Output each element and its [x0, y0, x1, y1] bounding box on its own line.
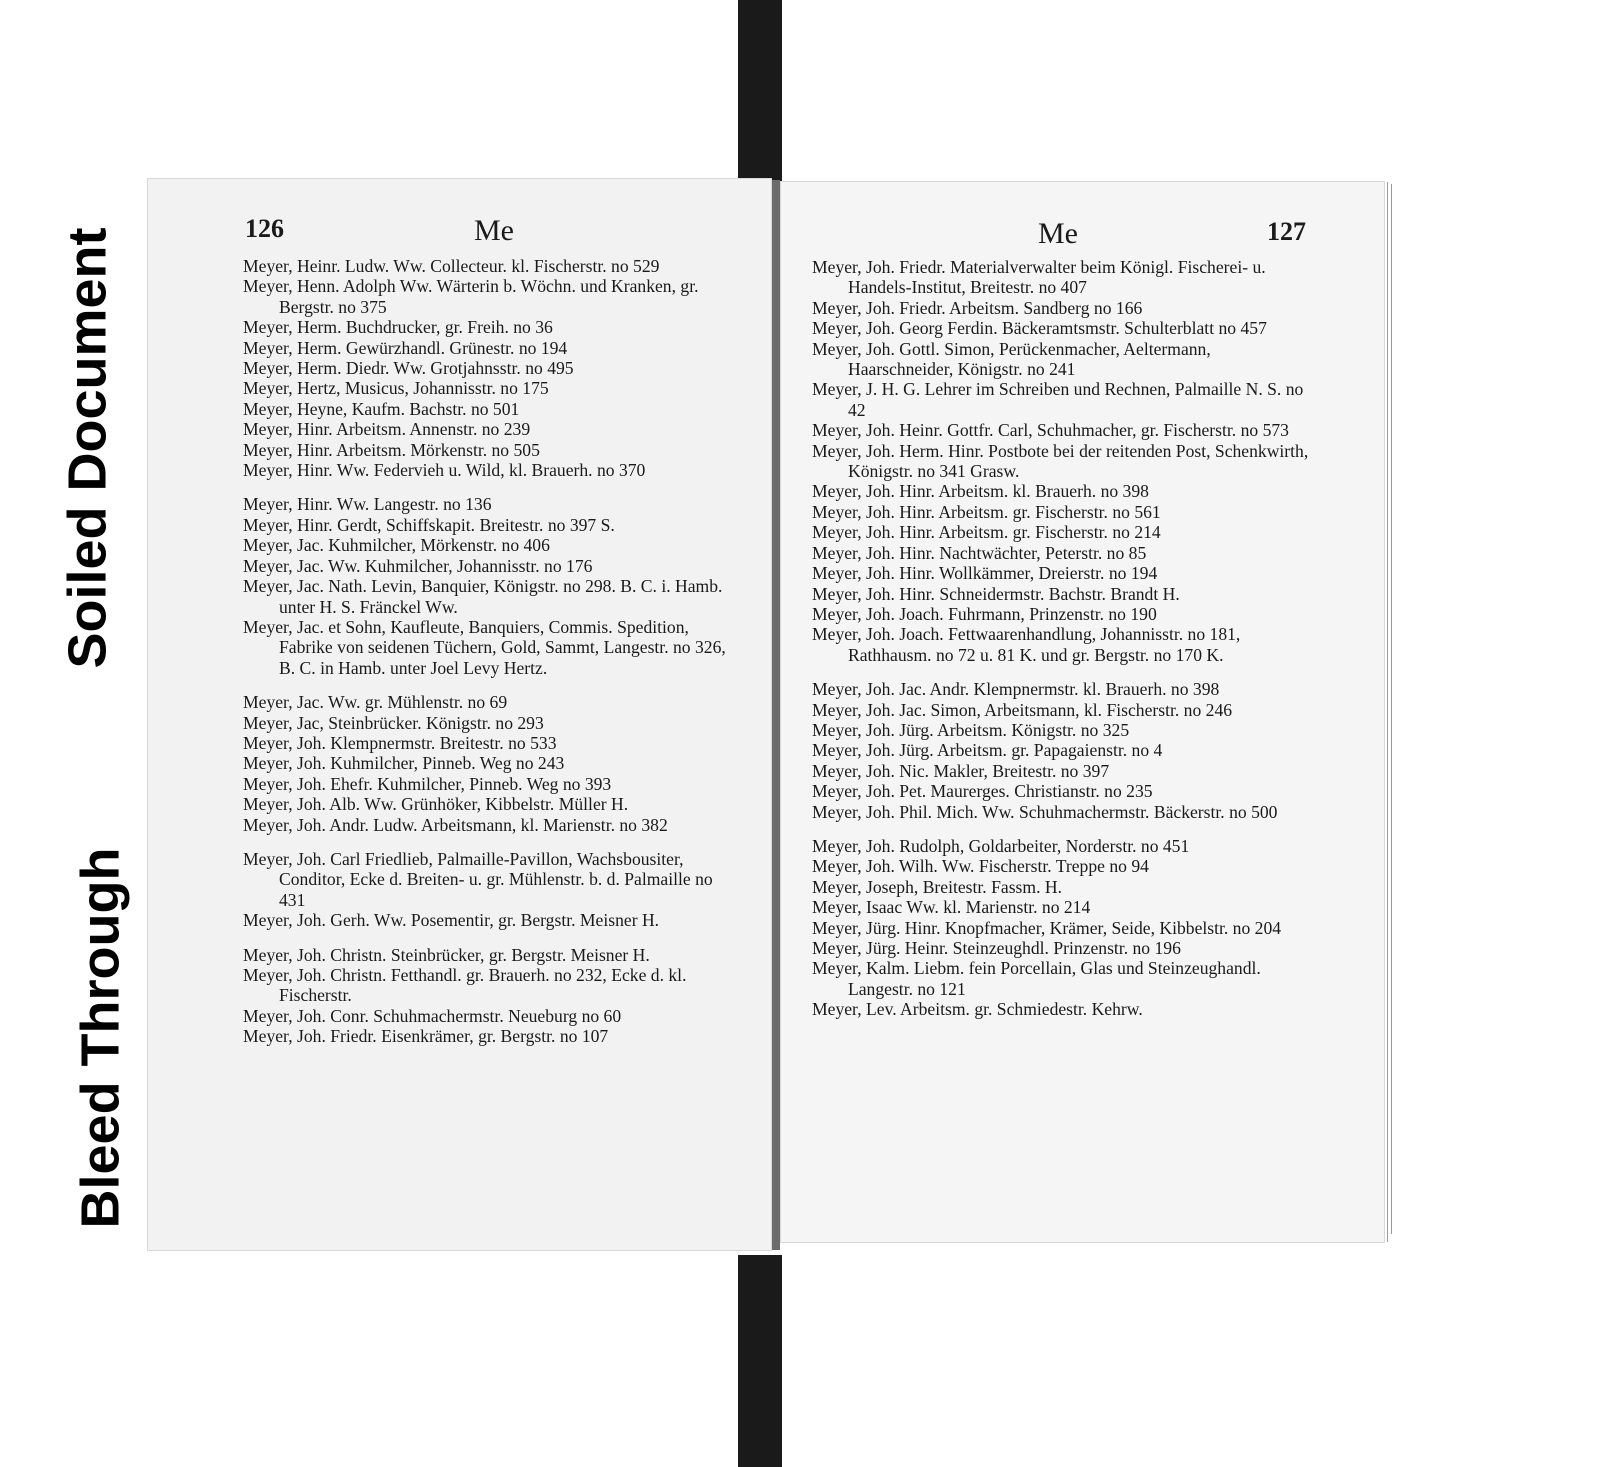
list-item: Meyer, Hertz, Musicus, Johannisstr. no 175 — [243, 378, 549, 399]
list-item: Meyer, Herm. Gewürzhandl. Grünestr. no 194 — [243, 337, 568, 358]
list-item: Meyer, Joh. Andr. Ludw. Arbeitsmann, kl. Marienstr. no 382 — [243, 814, 668, 835]
list-item: Meyer, Joh. Nic. Makler, Breitestr. no 397 — [812, 760, 1110, 781]
list-item: Meyer, Jac, Steinbrücker. Königstr. no 293 — [243, 712, 544, 733]
list-item: Meyer, Hinr. Ww. Langestr. no 136 — [243, 494, 492, 515]
left-page-number: 126 — [245, 214, 284, 243]
list-item: Meyer, Jac. Kuhmilcher, Mörkenstr. no 406 — [243, 535, 550, 556]
list-item: Meyer, Joh. Christn. Fetthandl. gr. Brauerh. no 232, Ecke d. kl. Fischerstr. — [243, 965, 687, 1006]
list-item: Meyer, Joh. Georg Ferdin. Bäckeramtsmstr. Schulterblatt no 457 — [812, 318, 1267, 339]
right-entry-list — [812, 257, 1312, 1020]
list-item: Meyer, Joh. Pet. Maurerges. Christianstr. no 235 — [812, 781, 1153, 802]
list-item: Meyer, Joh. Klempnermstr. Breitestr. no 533 — [243, 732, 557, 753]
list-item: Meyer, Joh. Alb. Ww. Grünhöker, Kibbelstr. Müller H. — [243, 794, 629, 815]
list-item: Meyer, Henn. Adolph Ww. Wärterin b. Wöchn. und Kranken, gr. Bergstr. no 375 — [243, 276, 699, 317]
list-item: Meyer, Heyne, Kaufm. Bachstr. no 501 — [243, 398, 520, 419]
list-item: Meyer, Joh. Jürg. Arbeitsm. gr. Papagaienstr. no 4 — [812, 740, 1163, 761]
list-item: Meyer, Kalm. Liebm. fein Porcellain, Glas und Steinzeughandl. Langestr. no 121 — [812, 958, 1261, 999]
left-entry-list — [243, 256, 743, 1047]
list-item: Meyer, J. H. G. Lehrer im Schreiben und Rechnen, Palmaille N. S. no 42 — [812, 379, 1304, 420]
list-item: Meyer, Jac. Ww. Kuhmilcher, Johannisstr. no 176 — [243, 555, 593, 576]
page-edge-line — [1391, 184, 1392, 1234]
list-item: Meyer, Joh. Jac. Simon, Arbeitsmann, kl. Fischerstr. no 246 — [812, 699, 1233, 720]
list-item: Meyer, Heinr. Ludw. Ww. Collecteur. kl. Fischerstr. no 529 — [243, 256, 660, 276]
list-item: Meyer, Joh. Friedr. Materialverwalter beim Königl. Fischerei- u. Handels-Institut, Breitestr. no 407 — [812, 257, 1266, 298]
list-item: Meyer, Hinr. Arbeitsm. Mörkenstr. no 505 — [243, 439, 540, 460]
list-item: Meyer, Jürg. Heinr. Steinzeughdl. Prinzenstr. no 196 — [812, 938, 1181, 958]
list-item: Meyer, Joh. Heinr. Gottfr. Carl, Schuhmacher, gr. Fischerstr. no 573 — [812, 420, 1289, 441]
page-edge-line — [1387, 182, 1388, 1242]
list-item: Meyer, Joh. Friedr. Arbeitsm. Sandberg no 166 — [812, 297, 1143, 318]
list-item: Meyer, Jürg. Hinr. Knopfmacher, Krämer, Seide, Kibbelstr. no 204 — [812, 917, 1282, 938]
list-item: Meyer, Herm. Diedr. Ww. Grotjahnsstr. no 495 — [243, 358, 574, 379]
list-item: Meyer, Joh. Hinr. Arbeitsm. gr. Fischerstr. no 214 — [812, 522, 1161, 543]
list-item: Meyer, Joh. Carl Friedlieb, Palmaille-Pavillon, Wachsbousiter, Conditor, Ecke d. Breiten- u. gr. Mühlenstr. b. d. Palmaille no 431 — [243, 848, 713, 910]
list-item: Meyer, Joh. Hinr. Nachtwächter, Peterstr. no 85 — [812, 542, 1147, 563]
list-item: Meyer, Joh. Christn. Steinbrücker, gr. Bergstr. Meisner H. — [243, 944, 650, 965]
list-item: Meyer, Joh. Gerh. Ww. Posementir, gr. Bergstr. Meisner H. — [243, 910, 660, 931]
book-fold — [772, 180, 780, 1250]
spine-bar-top — [738, 0, 782, 188]
list-item: Meyer, Joh. Friedr. Eisenkrämer, gr. Bergstr. no 107 — [243, 1026, 609, 1047]
list-item: Meyer, Jac. Nath. Levin, Banquier, Königstr. no 298. B. C. i. Hamb. unter H. S. Fränckel Ww. — [243, 576, 723, 617]
list-item: Meyer, Joh. Hinr. Schneidermstr. Bachstr. Brandt H. — [812, 583, 1180, 604]
list-item: Meyer, Hinr. Arbeitsm. Annenstr. no 239 — [243, 419, 531, 440]
list-item: Meyer, Joh. Herm. Hinr. Postbote bei der reitenden Post, Schenkwirth, Königstr. no 341 Grasw. — [812, 440, 1309, 482]
list-item: Meyer, Joh. Kuhmilcher, Pinneb. Weg no 243 — [243, 753, 565, 774]
list-item: Meyer, Joh. Hinr. Arbeitsm. gr. Fischerstr. no 561 — [812, 501, 1161, 522]
list-item: Meyer, Joh. Jac. Andr. Klempnermstr. kl. Brauerh. no 398 — [812, 679, 1220, 700]
left-page — [147, 178, 772, 1251]
list-item: Meyer, Joh. Joach. Fettwaarenhandlung, Johannisstr. no 181, Rathhausm. no 72 u. 81 K. und gr. Bergstr. no 170 K. — [812, 624, 1241, 665]
bleed-through-label — [50, 795, 150, 1280]
spine-bar-bottom — [738, 1255, 782, 1467]
right-page — [780, 181, 1385, 1243]
list-item: Meyer, Jac. et Sohn, Kaufleute, Banquiers, Commis. Spedition, Fabrike von seidenen Tüchern, Gold, Sammt, Langestr. no 326, B. C. in Hamb. unter Joel Levy Hertz. — [243, 616, 726, 678]
right-page-header: Me — [1038, 217, 1078, 250]
list-item: Meyer, Joh. Conr. Schuhmachermstr. Neueburg no 60 — [243, 1005, 622, 1026]
list-item: Meyer, Joh. Jürg. Arbeitsm. Königstr. no 325 — [812, 719, 1130, 740]
list-item: Meyer, Isaac Ww. kl. Marienstr. no 214 — [812, 897, 1091, 918]
list-item: Meyer, Lev. Arbeitsm. gr. Schmiedestr. Kehrw. — [812, 999, 1143, 1020]
list-item: Meyer, Hinr. Ww. Federvieh u. Wild, kl. Brauerh. no 370 — [243, 460, 646, 481]
list-item: Meyer, Joh. Rudolph, Goldarbeiter, Norderstr. no 451 — [812, 835, 1190, 856]
list-item: Meyer, Joh. Wilh. Ww. Fischerstr. Treppe no 94 — [812, 856, 1149, 877]
soiled-document-label — [38, 183, 138, 713]
list-item: Meyer, Joh. Phil. Mich. Ww. Schuhmachermstr. Bäckerstr. no 500 — [812, 801, 1278, 822]
soiled-document-text: Soiled Document — [58, 227, 119, 669]
list-item: Meyer, Hinr. Gerdt, Schiffskapit. Breitestr. no 397 S. — [243, 514, 615, 535]
list-item: Meyer, Joh. Ehefr. Kuhmilcher, Pinneb. Weg no 393 — [243, 773, 612, 794]
list-item: Meyer, Joh. Hinr. Arbeitsm. kl. Brauerh. no 398 — [812, 481, 1149, 502]
list-item: Meyer, Joh. Gottl. Simon, Perückenmacher, Aeltermann, Haarschneider, Königstr. no 241 — [812, 338, 1211, 380]
list-item: Meyer, Joh. Hinr. Wollkämmer, Dreierstr. no 194 — [812, 563, 1158, 584]
list-item: Meyer, Joseph, Breitestr. Fassm. H. — [812, 876, 1062, 897]
list-item: Meyer, Joh. Joach. Fuhrmann, Prinzenstr. no 190 — [812, 603, 1157, 624]
list-item: Meyer, Jac. Ww. gr. Mühlenstr. no 69 — [243, 692, 508, 713]
left-page-header: Me — [474, 214, 514, 247]
right-page-number: 127 — [1267, 217, 1306, 246]
list-item: Meyer, Herm. Buchdrucker, gr. Freih. no 36 — [243, 317, 553, 338]
bleed-through-text: Bleed Through — [70, 847, 131, 1228]
